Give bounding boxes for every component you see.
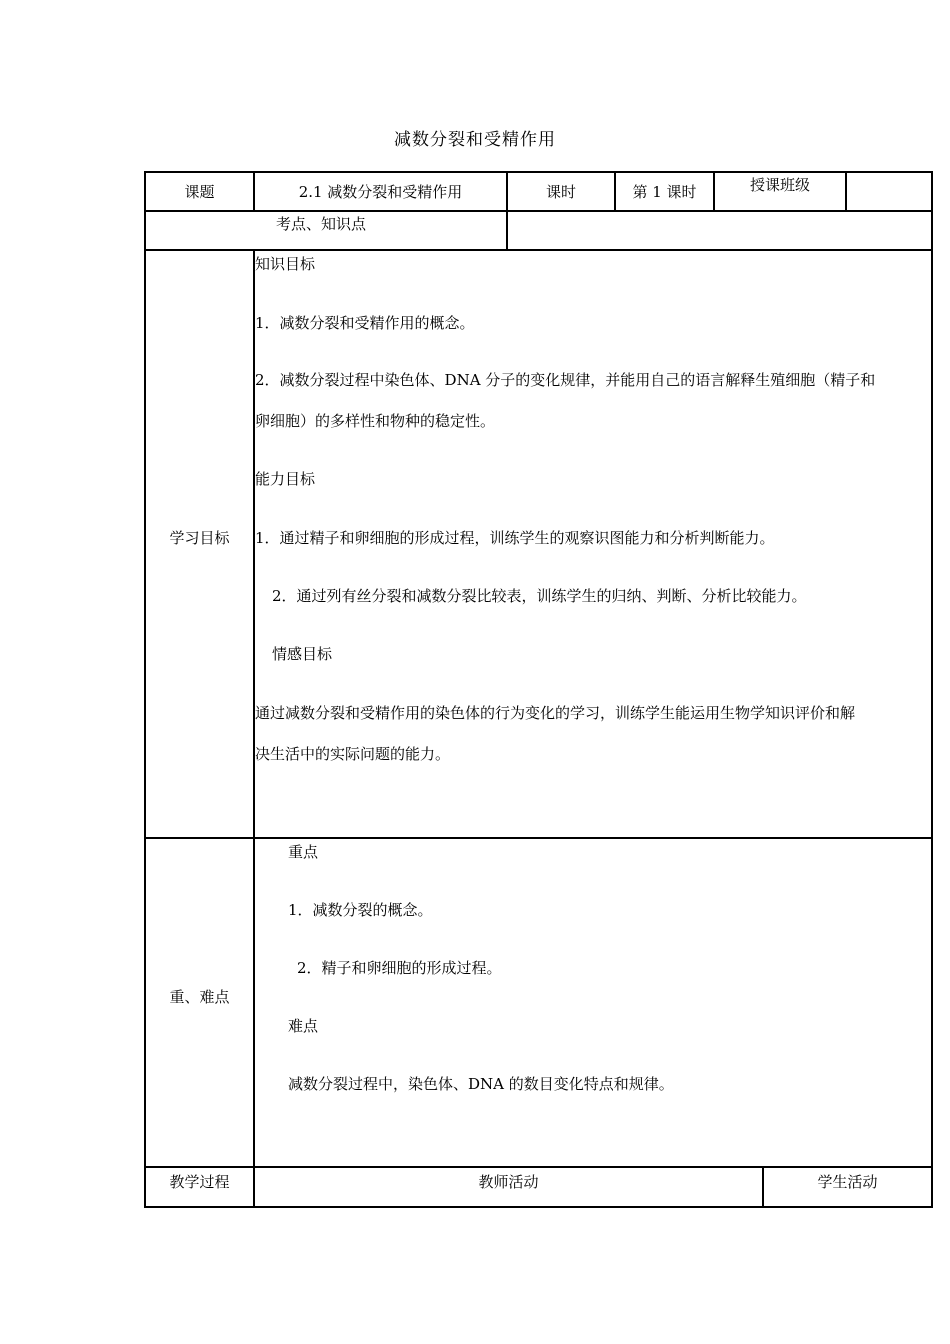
table-border-left	[144, 171, 146, 1208]
keypoints-heading-key: 重点	[288, 843, 319, 861]
row-divider-4	[144, 1166, 933, 1168]
keypoints-line: 减数分裂过程中，染色体、DNA 的数目变化特点和规律。	[288, 1075, 674, 1093]
keypoints-heading-difficult: 难点	[288, 1017, 319, 1035]
col-divider-class	[845, 171, 847, 212]
objectives-line: 2．减数分裂过程中染色体、DNA 分子的变化规律，并能用自己的语言解释生殖细胞（精子和	[255, 371, 876, 389]
objectives-line: 卵细胞）的多样性和物种的稳定性。	[255, 412, 496, 430]
row-divider-1	[144, 210, 933, 212]
class-label: 授课班级	[749, 176, 810, 194]
student-activity-header: 学生活动	[817, 1173, 878, 1191]
col-divider-label	[253, 249, 255, 1208]
period-value: 第 1 课时	[632, 183, 697, 201]
teacher-activity-header: 教师活动	[478, 1173, 539, 1191]
table-border-right	[931, 171, 933, 1208]
table-border-top	[144, 171, 933, 173]
document-title: 减数分裂和受精作用	[394, 130, 556, 150]
table-border-bottom	[144, 1206, 933, 1208]
row-divider-3	[144, 837, 933, 839]
row-divider-2	[144, 249, 933, 251]
objectives-heading-emotion: 情感目标	[272, 645, 333, 663]
objectives-heading-knowledge: 知识目标	[255, 255, 316, 273]
objectives-heading-ability: 能力目标	[255, 470, 316, 488]
process-label: 教学过程	[169, 1173, 230, 1191]
objectives-line: 1．通过精子和卵细胞的形成过程，训练学生的观察识图能力和分析判断能力。	[255, 529, 775, 547]
points-label: 考点、知识点	[276, 215, 367, 233]
period-label: 课时	[545, 183, 576, 201]
objectives-line: 决生活中的实际问题的能力。	[255, 745, 451, 763]
topic-value: 2.1 减数分裂和受精作用	[298, 183, 463, 201]
topic-label: 课题	[184, 183, 215, 201]
objectives-line: 通过减数分裂和受精作用的染色体的行为变化的学习，训练学生能运用生物学知识评价和解	[255, 704, 856, 722]
keypoints-label: 重、难点	[169, 988, 230, 1006]
keypoints-line: 2．精子和卵细胞的形成过程。	[297, 959, 502, 977]
objectives-line: 1．减数分裂和受精作用的概念。	[255, 314, 475, 332]
keypoints-line: 1．减数分裂的概念。	[288, 901, 433, 919]
objectives-label: 学习目标	[169, 529, 230, 547]
objectives-line: 2．通过列有丝分裂和减数分裂比较表，训练学生的归纳、判断、分析比较能力。	[272, 587, 807, 605]
